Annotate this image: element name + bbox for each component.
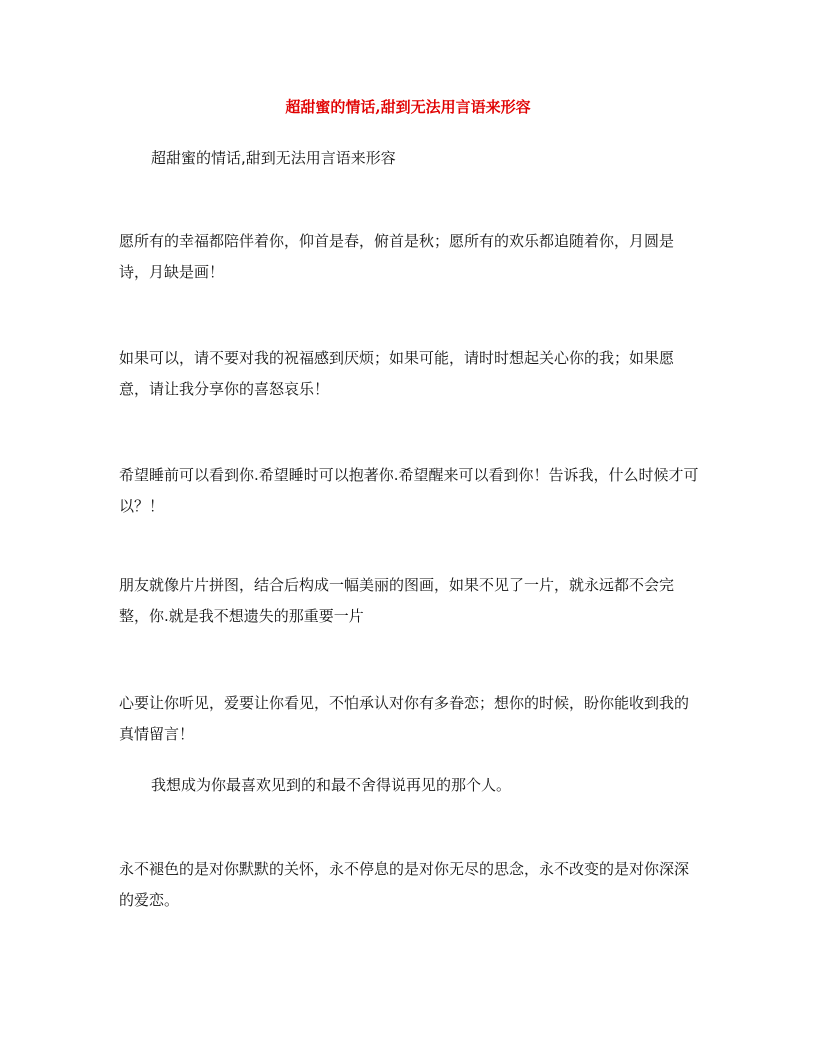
document-title: 超甜蜜的情话,甜到无法用言语来形容 — [285, 98, 531, 116]
intro-line: 超甜蜜的情话,甜到无法用言语来形容 — [151, 149, 396, 167]
paragraph-2: 如果可以，请不要对我的祝福感到厌烦；如果可能，请时时想起关心你的我；如果愿意，请让我分享你的喜怒哀乐！ — [119, 349, 675, 398]
paragraph-7: 永不褪色的是对你默默的关怀，永不停息的是对你无尽的思念，永不改变的是对你深深的爱恋。 — [119, 860, 690, 909]
paragraph-4: 朋友就像片片拼图，结合后构成一幅美丽的图画，如果不见了一片，就永远都不会完整，你.就是我不想遗失的那重要一片 — [119, 576, 675, 625]
paragraph-3: 希望睡前可以看到你.希望睡时可以抱著你.希望醒来可以看到你！告诉我，什么时候才可以？！ — [119, 466, 699, 515]
paragraph-5: 心要让你听见，爱要让你看见，不怕承认对你有多眷恋；想你的时候，盼你能收到我的真情留言！ — [119, 694, 690, 743]
paragraph-6: 我想成为你最喜欢见到的和最不舍得说再见的那个人。 — [151, 776, 512, 794]
paragraph-1: 愿所有的幸福都陪伴着你，仰首是春，俯首是秋；愿所有的欢乐都追随着你，月圆是诗，月缺是画！ — [119, 232, 675, 281]
